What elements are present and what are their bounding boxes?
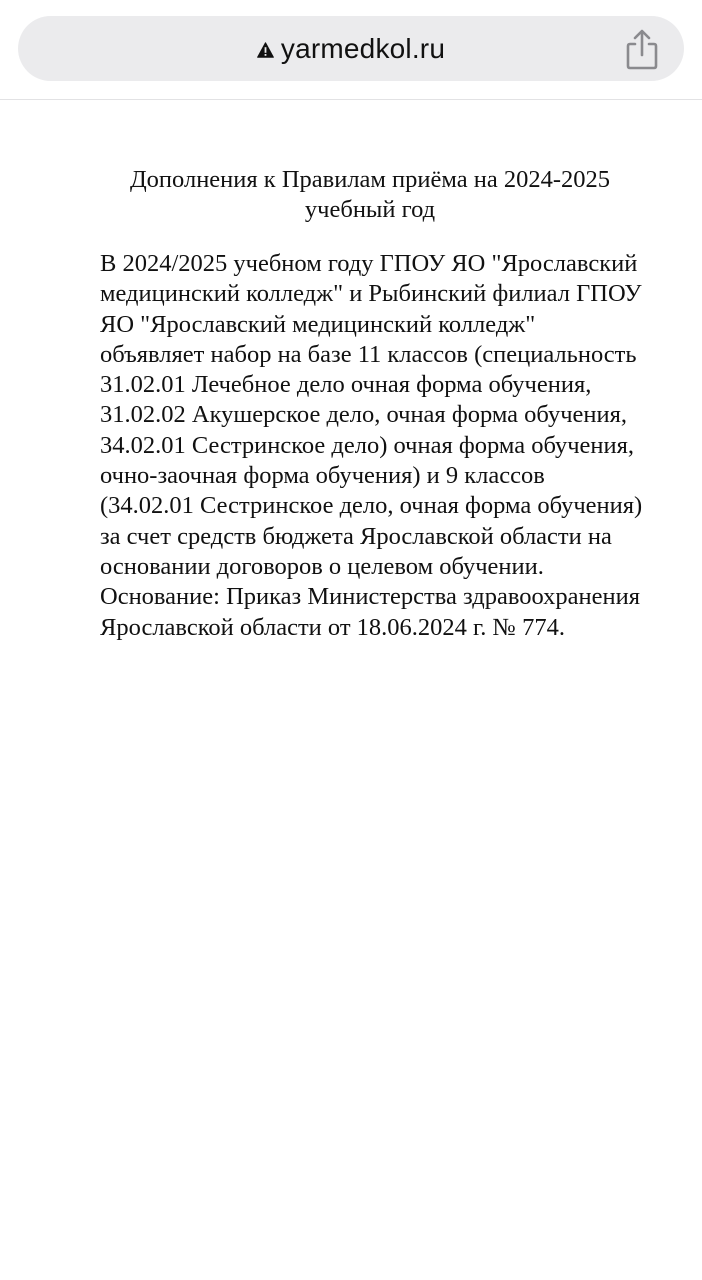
share-button[interactable] <box>622 28 662 72</box>
browser-toolbar <box>0 0 702 100</box>
title-line: учебный год <box>304 196 436 223</box>
page-content <box>0 100 702 1280</box>
title-line: Дополнения к Правилам приёма на 2024-2025 <box>129 166 611 193</box>
body-line: Основание: Приказ Министерства здравоохранения <box>100 583 640 611</box>
address-bar[interactable] <box>18 16 684 81</box>
url-display[interactable] <box>18 16 684 81</box>
body-line: 34.02.01 Сестринское дело) очная форма обучения, <box>100 431 635 459</box>
body-line: медицинский колледж" и Рыбинский филиал ГПОУ <box>100 280 642 308</box>
body-line: 31.02.02 Акушерское дело, очная форма обучения, <box>100 401 628 429</box>
body-line: В 2024/2025 учебном году ГПОУ ЯО "Ярославский <box>100 250 638 277</box>
body-line: основании договоров о целевом обучении. <box>100 552 544 580</box>
document-title <box>110 165 630 225</box>
share-icon <box>628 31 656 68</box>
body-line: (34.02.01 Сестринское дело, очная форма обучения) <box>100 492 643 520</box>
body-line: 31.02.01 Лечебное дело очная форма обучения, <box>100 371 592 399</box>
body-line: очно-заочная форма обучения) и 9 классов <box>100 462 545 490</box>
body-line: Ярославской области от 18.06.2024 г. № 774. <box>100 613 565 641</box>
document-body <box>100 249 660 643</box>
body-line: ЯО "Ярославский медицинский колледж" <box>100 310 536 338</box>
url-text: yarmedkol.ru <box>280 32 446 64</box>
warning-triangle-icon <box>257 42 274 58</box>
body-line: за счет средств бюджета Ярославской области на <box>100 522 612 550</box>
body-line: объявляет набор на базе 11 классов (специальность <box>100 340 637 368</box>
